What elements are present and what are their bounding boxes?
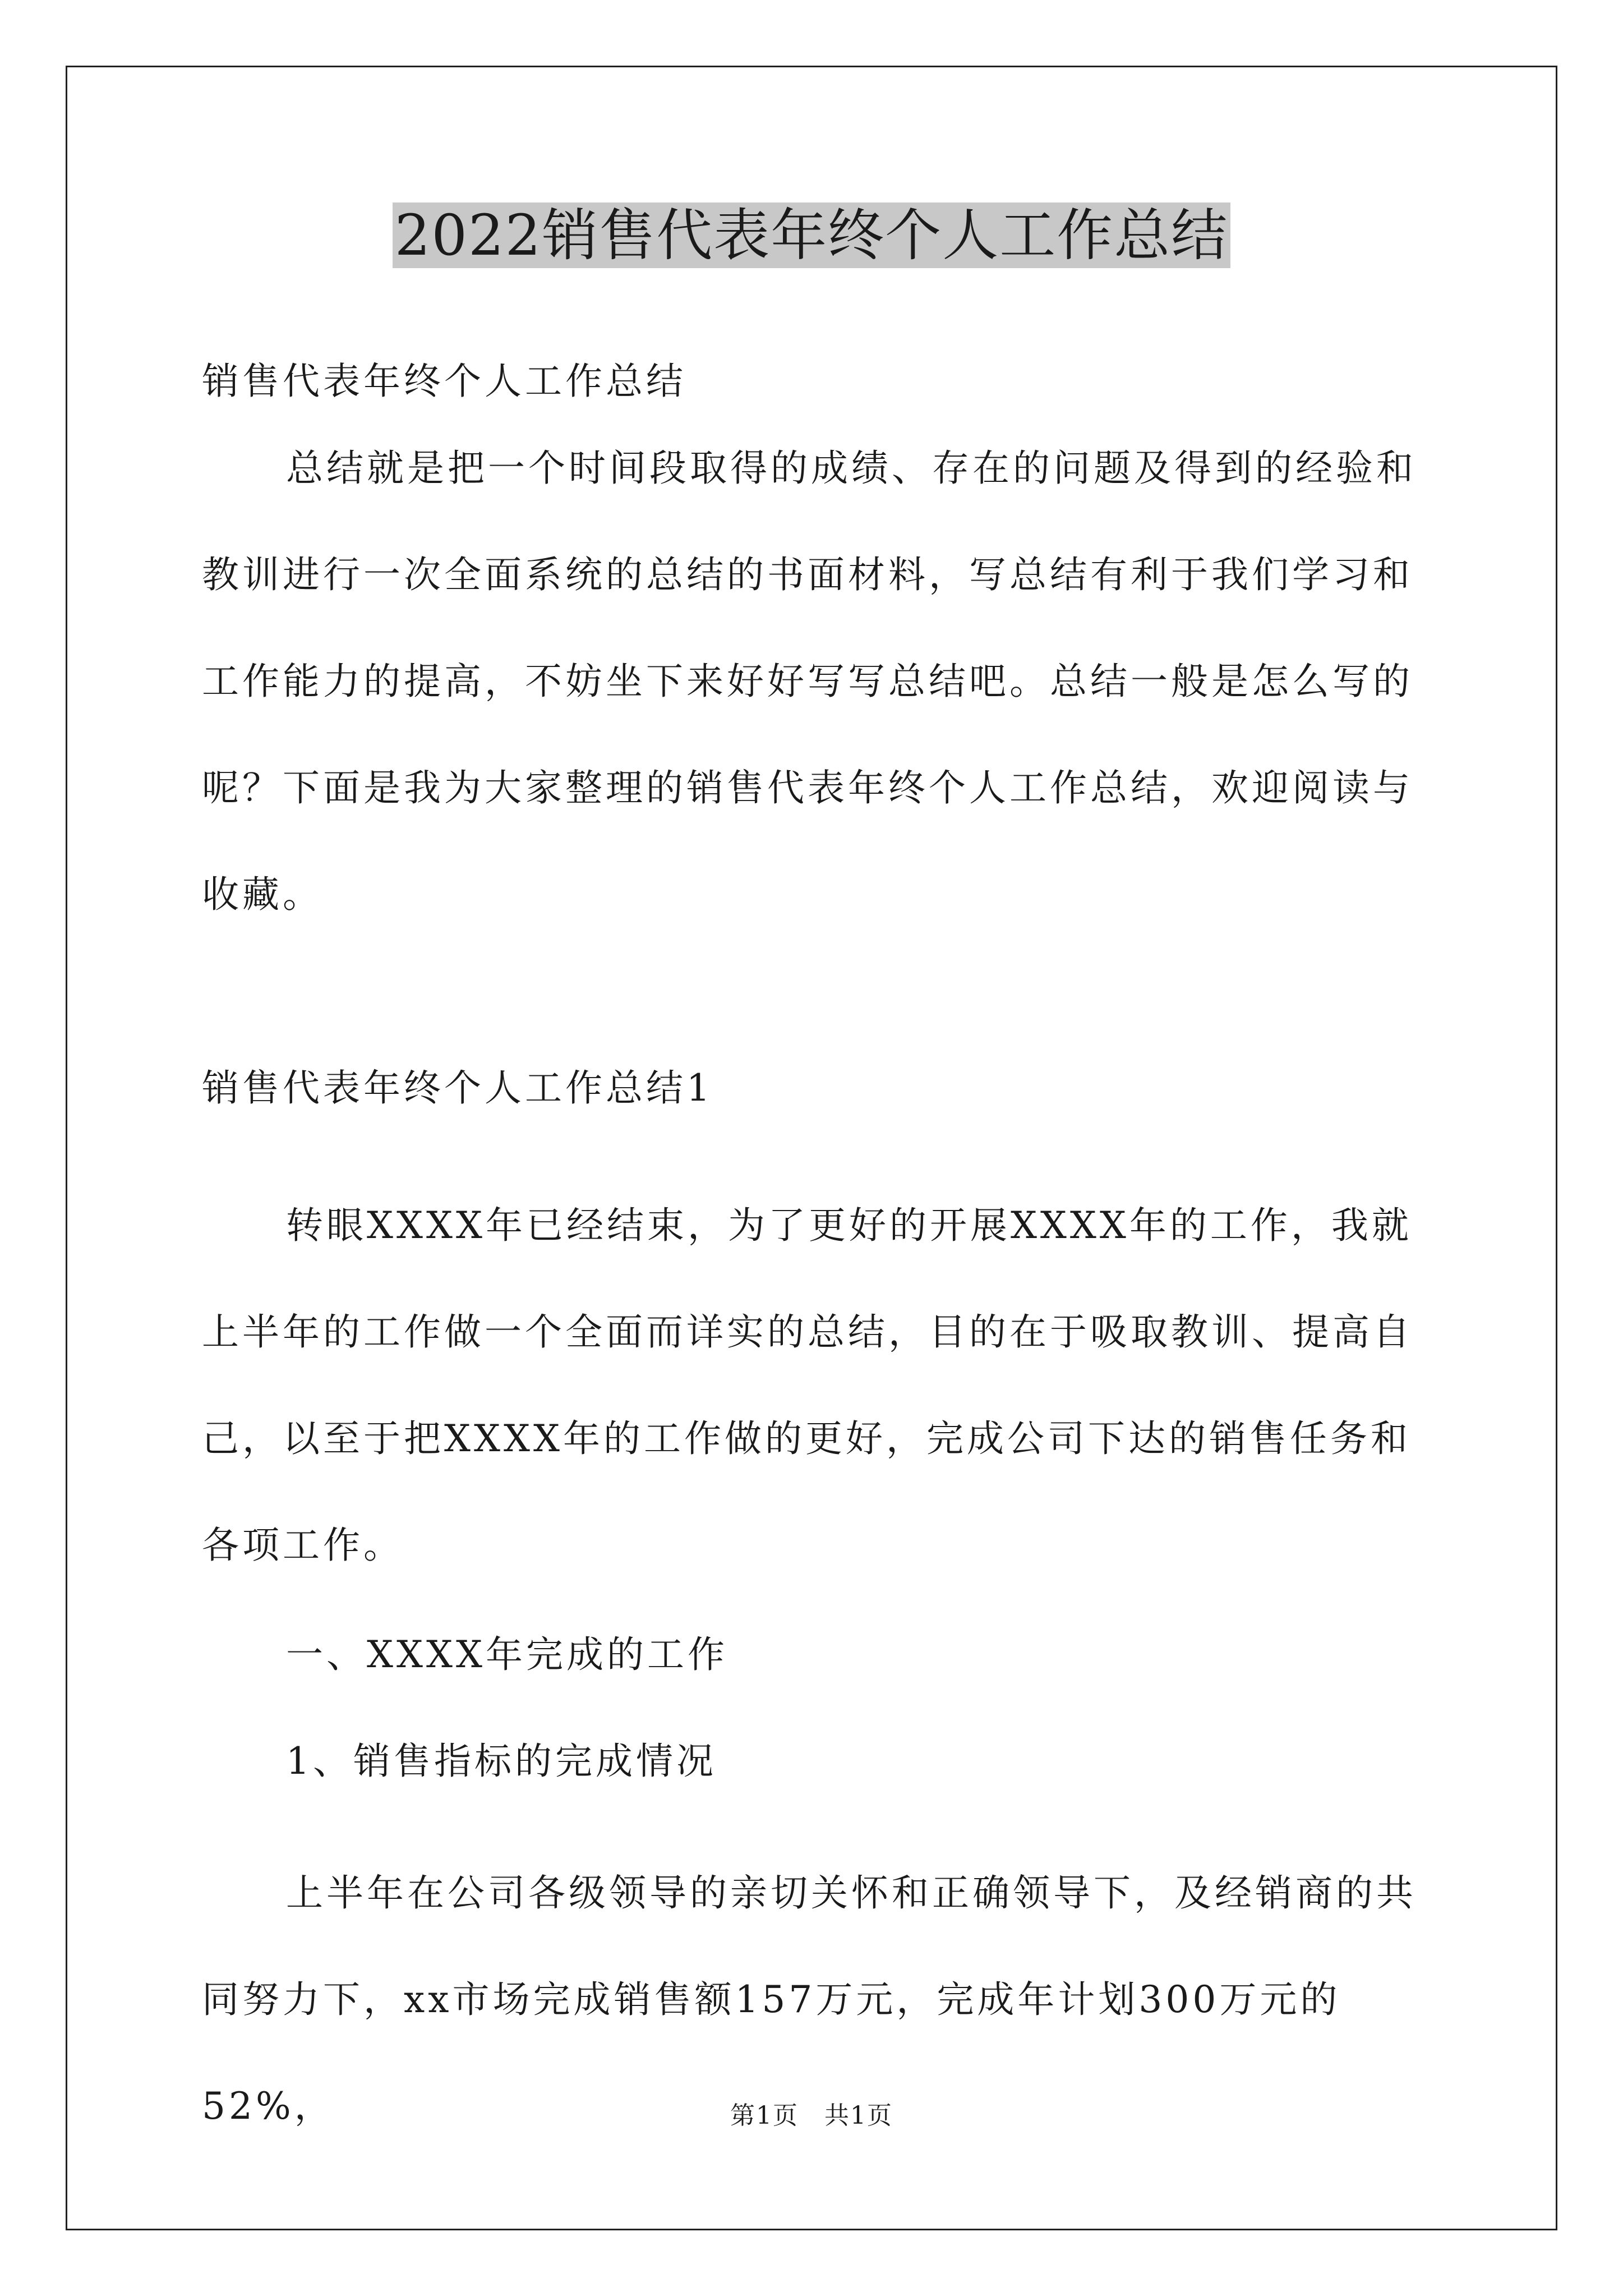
item-heading: 一、XXXX年完成的工作 bbox=[286, 1633, 728, 1676]
document-title bbox=[0, 196, 1623, 275]
item-subheading: 1、销售指标的完成情况 bbox=[286, 1740, 717, 1783]
page-footer: 第1页 共1页 bbox=[730, 2101, 893, 2130]
intro-paragraph: 总结就是把一个时间段取得的成绩、存在的问题及得到的经验和教训进行一次全面系统的总结的书面材料，写总结有利于我们学习和工作能力的提高，不妨坐下来好好写写总结吧。总结一般是怎么写的呢？下面是我为大家整理的销售代表年终个人工作总结，欢迎阅读与收藏。 bbox=[202, 447, 1417, 916]
sales-paragraph: 上半年在公司各级领导的亲切关怀和正确领导下，及经销商的共同努力下，xx市场完成销售额157万元，完成年计划300万元的52%， bbox=[202, 1871, 1417, 2128]
document-subtitle: 销售代表年终个人工作总结 bbox=[202, 360, 686, 403]
section-heading: 销售代表年终个人工作总结1 bbox=[202, 1066, 713, 1110]
section-paragraph: 转眼XXXX年已经结束，为了更好的开展XXXX年的工作，我就上半年的工作做一个全面而详实的总结，目的在于吸取教训、提高自己，以至于把XXXX年的工作做的更好，完成公司下达的销售任务和各项工作。 bbox=[202, 1204, 1413, 1567]
document-title-text: 2022销售代表年终个人工作总结 bbox=[393, 203, 1231, 268]
